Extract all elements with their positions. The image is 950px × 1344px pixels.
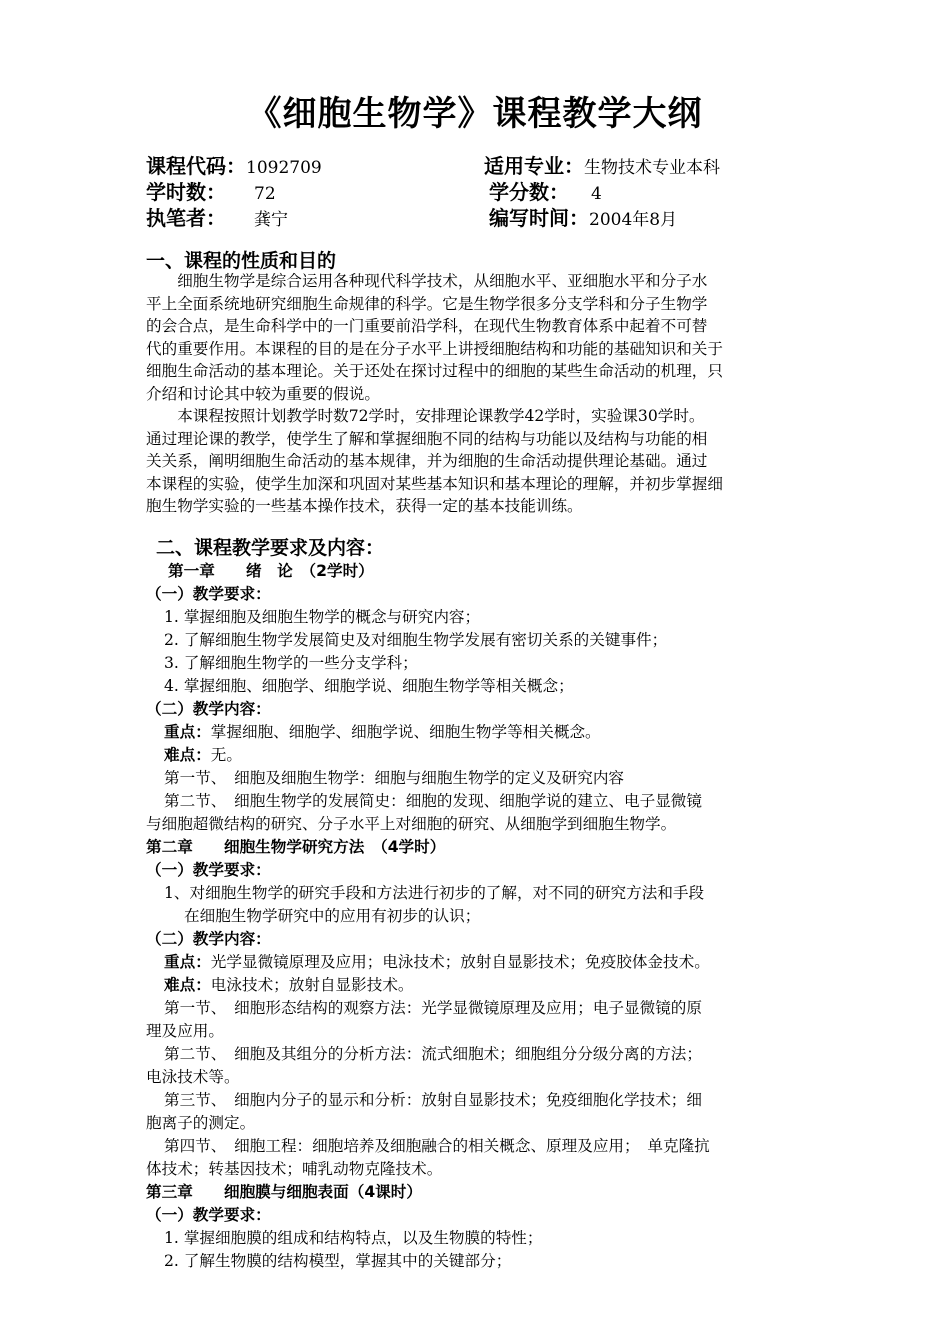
section1-line: 本课程按照计划教学时数72学时，安排理论课教学42学时，实验课30学时。 xyxy=(146,407,705,425)
chapter1-section2-cont: 与细胞超微结构的研究、分子水平上对细胞的研究、从细胞学到细胞生物学。 xyxy=(146,815,677,833)
key-points-text: 光学显微镜原理及应用；电泳技术；放射自显影技术；免疫胶体金技术。 xyxy=(210,953,710,971)
chapter2-title: 第二章 细胞生物学研究方法 （4学时） xyxy=(146,838,446,856)
chapter2-section1: 第一节、 细胞形态结构的观察方法：光学显微镜原理及应用；电子显微镜的原 xyxy=(164,999,702,1017)
chapter2-section3: 第三节、 细胞内分子的显示和分析：放射自显影技术；免疫细胞化学技术；细 xyxy=(164,1091,702,1109)
hours-row xyxy=(146,176,276,205)
difficulties-label: 难点： xyxy=(164,746,211,764)
course-info xyxy=(146,150,866,238)
key-points-text: 掌握细胞、细胞学、细胞学说、细胞生物学等相关概念。 xyxy=(210,723,601,741)
chapter1-req-item: 3. 了解细胞生物学的一些分支学科； xyxy=(164,654,418,672)
course-code-label: 课程代码： xyxy=(146,154,246,178)
section1-line: 代的重要作用。本课程的目的是在分子水平上讲授细胞结构和功能的基础知识和关于 xyxy=(146,339,723,358)
section1-line: 介绍和讨论其中较为重要的假说。 xyxy=(146,384,380,403)
hours-value: 72 xyxy=(254,184,276,204)
key-points-label: 重点： xyxy=(164,723,211,741)
course-code-value: 1092709 xyxy=(246,158,322,178)
section1-heading: 一、课程的性质和目的 xyxy=(146,250,337,272)
hours-label: 学时数： xyxy=(146,180,226,204)
major-label: 适用专业： xyxy=(484,154,584,178)
section1-line: 本课程的实验，使学生加深和巩固对某些基本知识和基本理论的理解，并初步掌握细 xyxy=(146,474,723,493)
major-row xyxy=(484,150,720,179)
credits-value: 4 xyxy=(591,184,602,204)
author-row xyxy=(146,202,288,231)
section1-line: 细胞生物学是综合运用各种现代科学技术，从细胞水平、亚细胞水平和分子水 xyxy=(146,272,708,290)
chapter2-difficulties xyxy=(164,973,414,995)
document-title: 《细胞生物学》课程教学大纲 xyxy=(247,94,703,134)
major-value: 生物技术专业本科 xyxy=(584,158,720,178)
chapter1-section1: 第一节、 细胞及细胞生物学：细胞与细胞生物学的定义及研究内容 xyxy=(164,769,625,787)
chapter2-req-item: 1、对细胞生物学的研究手段和方法进行初步的了解，对不同的研究方法和手段 xyxy=(164,884,705,902)
difficulties-text: 无。 xyxy=(210,746,242,764)
course-code-row xyxy=(146,150,322,179)
section1-line: 的会合点，是生命科学中的一门重要前沿学科，在现代生物教育体系中起着不可替 xyxy=(146,317,708,335)
chapter2-req-label: （一）教学要求： xyxy=(146,861,271,879)
chapter3-req-item: 2. 了解生物膜的结构模型，掌握其中的关键部分； xyxy=(164,1252,512,1270)
chapter3-title: 第三章 细胞膜与细胞表面（4课时） xyxy=(146,1183,422,1201)
credits-label: 学分数： xyxy=(489,180,569,204)
credits-row xyxy=(489,176,602,205)
section1-line: 胞生物学实验的一些基本操作技术，获得一定的基本技能训练。 xyxy=(146,497,583,515)
chapter1-title: 第一章 绪 论 （2学时） xyxy=(168,562,374,580)
date-row xyxy=(489,202,677,231)
chapter2-req-item-cont: 在细胞生物学研究中的应用有初步的认识； xyxy=(184,907,481,925)
chapter2-section3-cont: 胞离子的测定。 xyxy=(146,1114,256,1132)
chapter1-req-item: 4. 掌握细胞、细胞学、细胞学说、细胞生物学等相关概念； xyxy=(164,677,574,695)
chapter1-req-item: 2. 了解细胞生物学发展简史及对细胞生物学发展有密切关系的关键事件； xyxy=(164,631,668,649)
chapter1-req-label: （一）教学要求： xyxy=(146,585,271,603)
chapter1-difficulties xyxy=(164,743,242,765)
chapter2-section4: 第四节、 细胞工程：细胞培养及细胞融合的相关概念、原理及应用； 单克隆抗 xyxy=(164,1137,710,1155)
section1-line: 通过理论课的教学，使学生了解和掌握细胞不同的结构与功能以及结构与功能的相 xyxy=(146,429,708,448)
section1-body xyxy=(146,270,881,518)
chapter1-content-label: （二）教学内容： xyxy=(146,700,271,718)
chapter2-key-points xyxy=(164,950,710,972)
chapter3-req-label: （一）教学要求： xyxy=(146,1206,271,1224)
chapter2-section1-cont: 理及应用。 xyxy=(146,1022,224,1040)
section1-line: 平上全面系统地研究细胞生命规律的科学。它是生物学很多分支学科和分子生物学 xyxy=(146,294,708,313)
chapter1-section2: 第二节、 细胞生物学的发展简史：细胞的发现、细胞学说的建立、电子显微镜 xyxy=(164,792,702,810)
chapter2-content-label: （二）教学内容： xyxy=(146,930,271,948)
section1-line: 细胞生命活动的基本理论。关于还处在探讨过程中的细胞的某些生命活动的机理，只 xyxy=(146,362,723,380)
author-value: 龚宁 xyxy=(254,210,288,230)
date-value: 2004年8月 xyxy=(589,210,678,230)
section1-line: 关关系，阐明细胞生命活动的基本规律，并为细胞的生命活动提供理论基础。通过 xyxy=(146,452,708,470)
section2-heading: 二、课程教学要求及内容： xyxy=(156,537,385,559)
difficulties-label: 难点： xyxy=(164,976,211,994)
chapter3-req-item: 1. 掌握细胞膜的组成和结构特点，以及生物膜的特性； xyxy=(164,1229,543,1247)
chapter2-section2-cont: 电泳技术等。 xyxy=(146,1068,240,1086)
chapter1-req-item: 1. 掌握细胞及细胞生物学的概念与研究内容； xyxy=(164,608,481,626)
difficulties-text: 电泳技术；放射自显影技术。 xyxy=(210,976,414,994)
key-points-label: 重点： xyxy=(164,953,211,971)
chapter2-section2: 第二节、 细胞及其组分的分析方法：流式细胞术；细胞组分分级分离的方法； xyxy=(164,1045,702,1063)
chapter1-key-points xyxy=(164,720,601,742)
chapter2-section4-cont: 体技术；转基因技术；哺乳动物克隆技术。 xyxy=(146,1160,443,1178)
author-label: 执笔者： xyxy=(146,206,226,230)
date-label: 编写时间： xyxy=(489,206,589,230)
